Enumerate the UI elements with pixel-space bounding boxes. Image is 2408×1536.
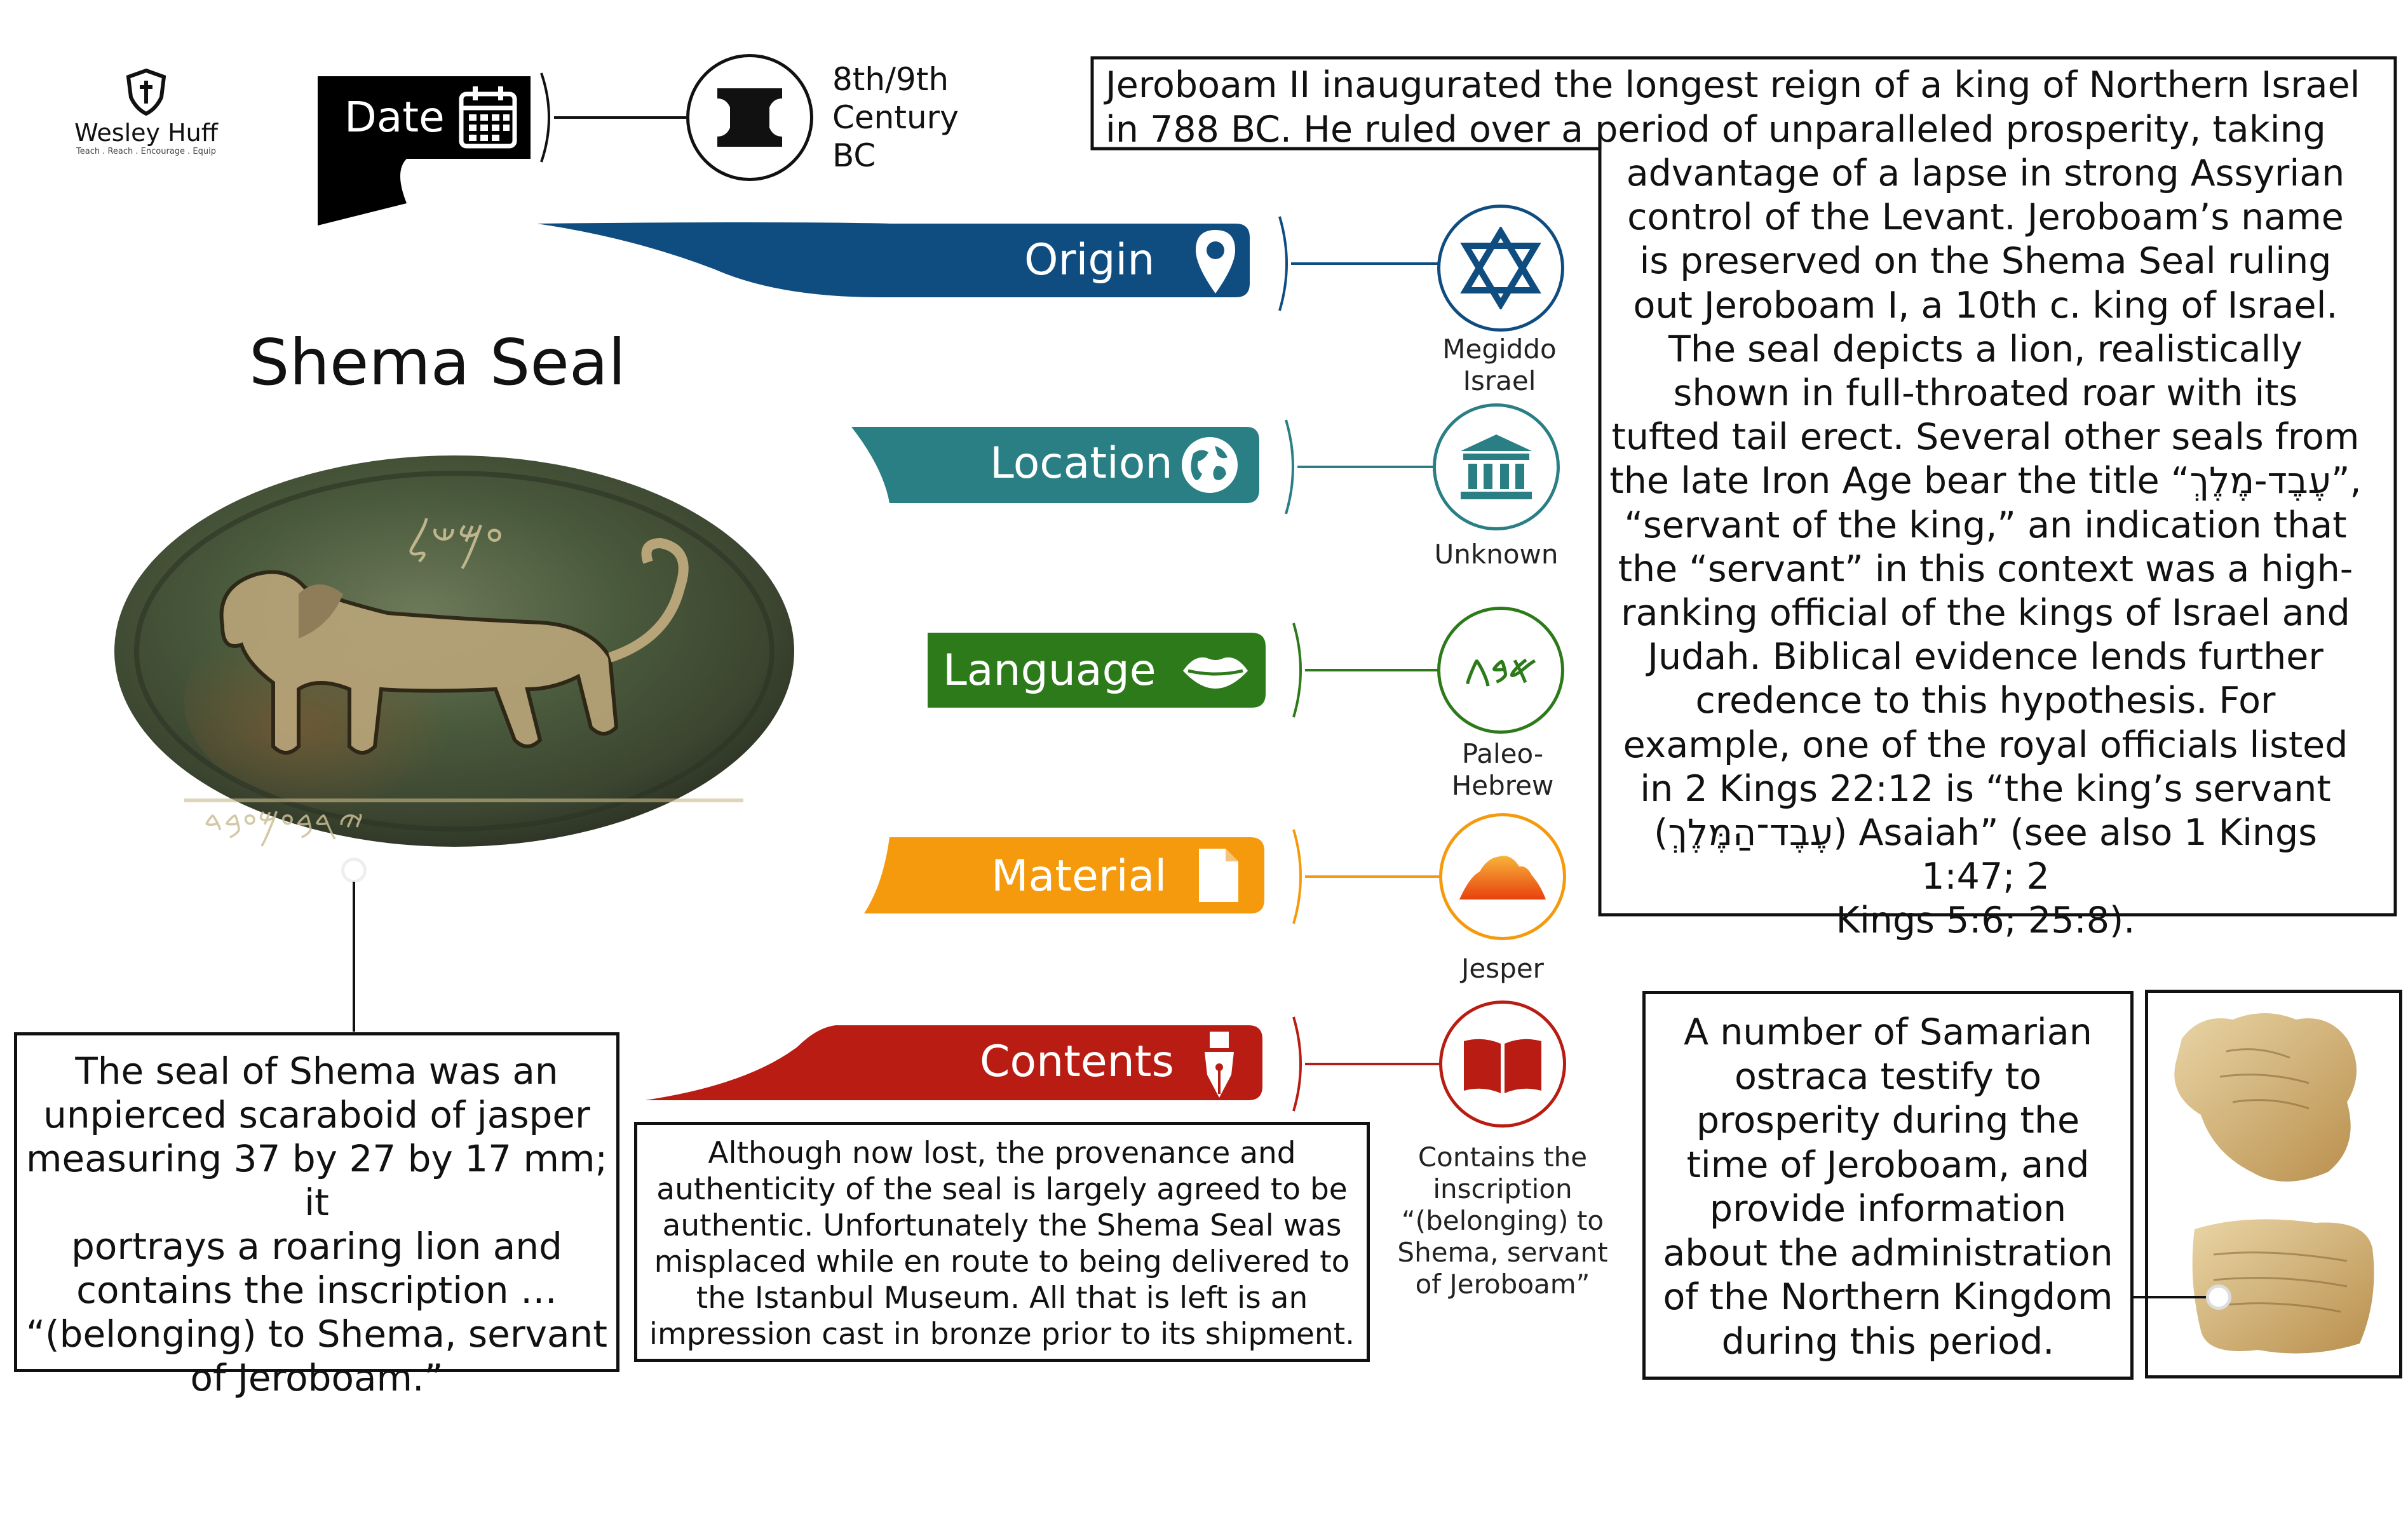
date-symbol xyxy=(686,54,813,181)
book-icon xyxy=(1461,1032,1544,1096)
brand-name: Wesley Huff xyxy=(74,119,218,147)
seal-description-box: The seal of Shema was an unpierced scaraboid of jasper measuring 37 by 27 by 17 mm; it portrays a roaring lion and contains the inscription … “(belonging) to Shema, servant of Jeroboam.” xyxy=(14,1032,619,1372)
provenance-box: Although now lost, the provenance and authenticity of the seal is largely agreed to be authentic. Unfortunately the Shema Seal was misplaced while en route to being delivered to the Istanbul Museum. All that is left is an impression cast in bronze prior to its shipment. xyxy=(634,1122,1370,1362)
origin-caption: Megiddo Israel xyxy=(1442,333,1557,396)
location-label: Location xyxy=(990,438,1173,488)
material-label: Material xyxy=(991,851,1167,901)
date-connector xyxy=(540,67,699,168)
paleo-hebrew-glyphs: 𐤀𐤁𐤂 xyxy=(1464,648,1538,692)
location-caption: Unknown xyxy=(1434,539,1559,570)
material-caption: Jesper xyxy=(1461,953,1544,984)
contents-symbol xyxy=(1439,1000,1566,1128)
date-label: Date xyxy=(344,93,445,142)
date-tab xyxy=(318,76,531,226)
pen-nib-icon xyxy=(1201,1030,1238,1100)
ostraca-box: A number of Samarian ostraca testify to prosperity during the time of Jeroboam, and provide information about the administration of the Northern Kingdom during this period. xyxy=(1642,991,2134,1380)
contents-label: Contents xyxy=(980,1037,1174,1087)
svg-text:𐤉𐤓𐤁𐤏𐤌𐤏𐤁𐤃: 𐤉𐤓𐤁𐤏𐤌𐤏𐤁𐤃 xyxy=(203,802,365,849)
shield-cross-icon xyxy=(121,67,172,118)
ostraca-image xyxy=(2156,1000,2391,1369)
origin-label: Origin xyxy=(1024,235,1155,285)
page-title: Shema Seal xyxy=(249,325,626,400)
seal-pointer-dot xyxy=(341,858,367,883)
ostraca-pointer-line xyxy=(2132,1296,2208,1298)
seal-pointer-line xyxy=(353,882,355,1032)
shema-seal-image xyxy=(108,448,801,854)
svg-text:𐤏𐤌𐤔𐤋: 𐤏𐤌𐤔𐤋 xyxy=(407,512,504,571)
contents-caption: Contains the inscription “(belonging) to Shema, servant of Jeroboam” xyxy=(1397,1142,1608,1300)
date-value: 8th/9th Century BC xyxy=(832,61,959,174)
ostraca-pointer-dot xyxy=(2206,1284,2231,1310)
brand-logo xyxy=(57,67,235,168)
calendar-icon xyxy=(459,85,517,149)
brand-tagline: Teach . Reach . Encourage . Equip xyxy=(76,147,216,156)
language-caption: Paleo- Hebrew xyxy=(1451,738,1554,801)
history-text: Jeroboam II inaugurated the longest reign of a king of Northern Israel in 788 BC. He ruled over a period of unparalleled prosperity, taking xyxy=(1106,64,2360,151)
column-capital-icon xyxy=(715,86,785,149)
history-text-body: advantage of a lapse in strong Assyrian control of the Levant. Jeroboam’s name is preserved on the Shema Seal ruling out Jeroboam I, a 10th c. king of Israel. The seal depicts a lion, realistically shown in full-throated roar with its tufted tail erect. Several other seals from the late Iron Age bear the title “עֶבֶד-מֶלֶךְ”, “servant of the king,” an indication that the “servant” in this context was a high- ranking official of the kings of Israel and Judah. Biblical evidence lends further credence to this hypothesis. For example, one of the royal officials listed in 2 Kings 22:12 is “the king’s servant (עֶבֶד־הַמֶּלֶךְ) Asaiah” (see also 1 Kings 1:47; 2 Kings 5:6; 25:8). xyxy=(1609,152,2362,942)
language-label: Language xyxy=(943,645,1156,696)
contents-connector xyxy=(1291,1013,1456,1115)
